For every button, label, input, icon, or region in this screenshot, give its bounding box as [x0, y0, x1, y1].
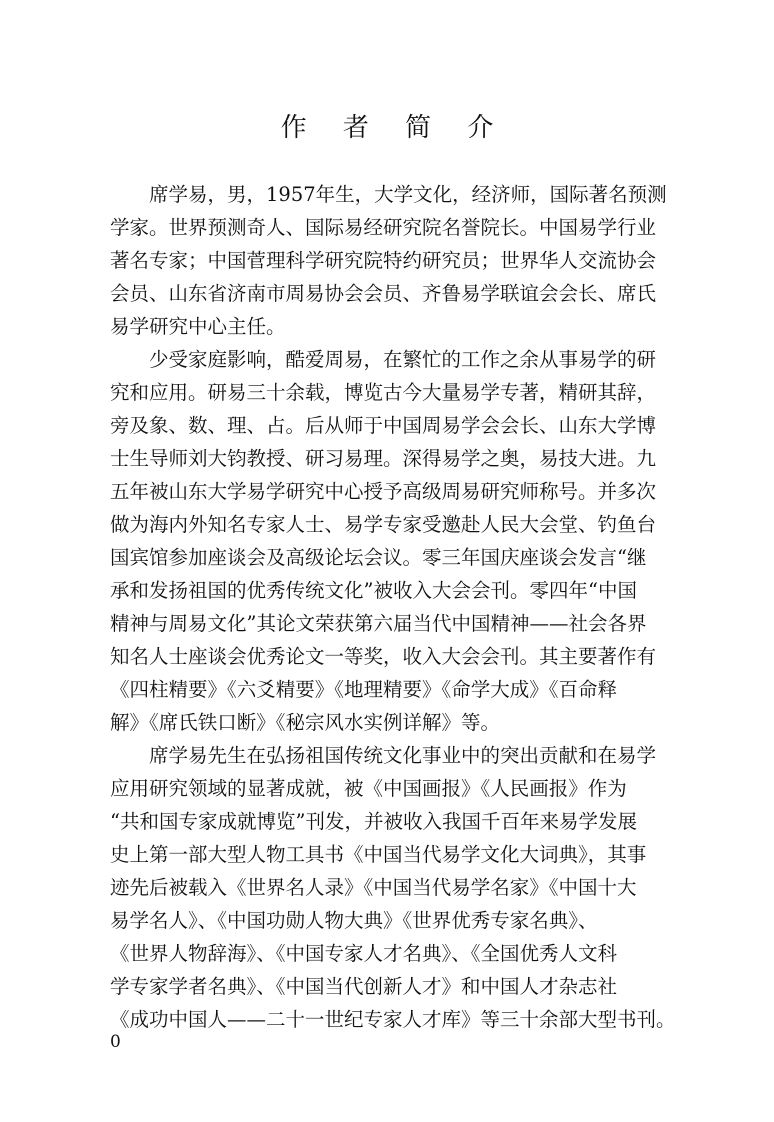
paragraph-1-line-2: 学家。世界预测奇人、国际易经研究院名誉院长。中国易学行业	[110, 216, 657, 239]
paragraph-2-line-8: 承和发扬祖国的优秀传统文化”被收入大会会刊。零四年“中国	[110, 579, 637, 602]
paragraph-2-line-2: 究和应用。研易三十余载，博览古今大量易学专著，精研其辞，	[110, 381, 657, 404]
biography-text	[110, 178, 686, 1036]
paragraph-3-line-9: 《成功中国人——二十一世纪专家人才库》等三十余部大型书刊。	[110, 1008, 676, 1031]
paragraph-1-line-5: 易学研究中心主任。	[110, 315, 286, 338]
page-number: 0	[110, 1032, 121, 1052]
paragraph-2-line-4: 士生导师刘大钧教授、研习易理。深得易学之奥，易技大进。九	[110, 447, 657, 470]
paragraph-3-line-4: 史上第一部大型人物工具书《中国当代易学文化大词典》，其事	[110, 843, 647, 866]
paragraph-2-line-12: 解》《席氏铁口断》《秘宗风水实例详解》等。	[110, 711, 501, 734]
paragraph-3-line-3: “共和国专家成就博览”刊发，并被收入我国千百年来易学发展	[110, 810, 637, 833]
paragraph-2-line-7: 国宾馆参加座谈会及高级论坛会议。零三年国庆座谈会发言“继	[110, 546, 647, 569]
paragraph-3-line-7: 《世界人物辞海》、《中国专家人才名典》、《全国优秀人文科	[110, 942, 618, 965]
paragraph-3-line-8: 学专家学者名典》、《中国当代创新人才》和中国人才杂志社	[110, 975, 618, 998]
paragraph-2-line-3: 旁及象、数、理、占。后从师于中国周易学会会长、山东大学博	[110, 414, 657, 437]
paragraph-3-line-2: 应用研究领域的显著成就，被《中国画报》《人民画报》作为	[110, 777, 627, 800]
paragraph-2-line-5: 五年被山东大学易学研究中心授予高级周易研究师称号。并多次	[110, 480, 657, 503]
paragraph-1-line-4: 会员、山东省济南市周易协会会员、齐鲁易学联谊会会长、席氏	[110, 282, 657, 305]
paragraph-1-line-1: 席学易，男，1957年生，大学文化，经济师，国际著名预测	[149, 183, 667, 206]
paragraph-3-line-6: 易学名人》、《中国功勋人物大典》《世界优秀专家名典》、	[110, 909, 598, 932]
paragraph-2-line-6: 做为海内外知名专家人士、易学专家受邀赴人民大会堂、钓鱼台	[110, 513, 657, 536]
page-title: 作 者 简 介	[280, 113, 508, 143]
paragraph-2-line-11: 《四柱精要》《六爻精要》《地理精要》《命学大成》《百命释	[110, 678, 618, 701]
paragraph-2-line-10: 知名人士座谈会优秀论文一等奖，收入大会会刊。其主要著作有	[110, 645, 657, 668]
paragraph-3-line-5: 迹先后被载入《世界名人录》《中国当代易学名家》《中国十大	[110, 876, 637, 899]
paragraph-1-line-3: 著名专家；中国菅理科学研究院特约研究员；世界华人交流协会	[110, 249, 657, 272]
paragraph-2-line-9: 精神与周易文化”其论文荣获第六届当代中国精神——社会各界	[110, 612, 647, 635]
paragraph-2-line-1: 少受家庭影响，酷爱周易，在繁忙的工作之余从事易学的研	[149, 348, 657, 371]
paragraph-3-line-1: 席学易先生在弘扬祖国传统文化事业中的突出贡献和在易学	[149, 744, 657, 767]
